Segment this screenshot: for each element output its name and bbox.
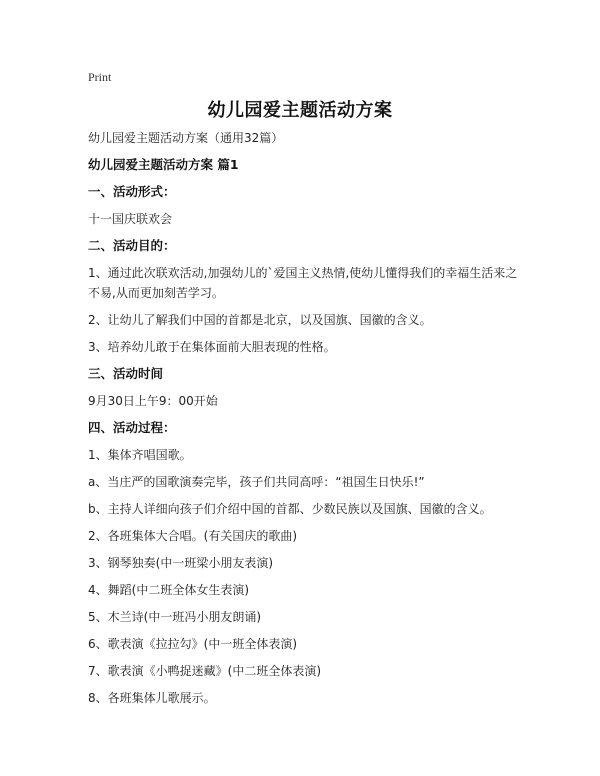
document-body <box>88 128 528 715</box>
process-item: 7、歌表演《小鸭捉迷藏》(中二班全体表演) <box>88 664 321 678</box>
process-item: a、当庄严的国歌演奏完毕，孩子们共同高呼：“祖国生日快乐!” <box>88 475 425 489</box>
goal-item-1: 1、通过此次联欢活动,加强幼儿的`爱国主义热情,使幼儿懂得我们的幸福生活来之不易,从而更加刻苦学习。 <box>88 266 518 300</box>
document-title: 幼儿园爱主题活动方案 <box>207 100 393 121</box>
paragraph-activity-time: 9月30日上午9：00开始 <box>88 394 218 408</box>
process-item: 1、集体齐唱国歌。 <box>88 448 192 462</box>
process-item: b、主持人详细向孩子们介绍中国的首都、少数民族以及国旗、国徽的含义。 <box>88 502 492 516</box>
process-item: 2、各班集体大合唱。(有关国庆的歌曲) <box>88 529 297 543</box>
document-subtitle: 幼儿园爱主题活动方案（通用32篇） <box>88 131 284 145</box>
goal-item-3: 3、培养幼儿敢于在集体面前大胆表现的性格。 <box>88 340 336 354</box>
heading-activity-form: 一、活动形式： <box>88 184 176 199</box>
heading-activity-process: 四、活动过程： <box>88 420 176 435</box>
paragraph-activity-form: 十一国庆联欢会 <box>88 212 173 226</box>
section-title: 幼儿园爱主题活动方案 篇1 <box>88 157 239 172</box>
goal-item-2: 2、让幼儿了解我们中国的首都是北京，以及国旗、国徽的含义。 <box>88 313 432 327</box>
process-item: 3、钢琴独奏(中一班梁小朋友表演) <box>88 556 273 570</box>
print-link[interactable]: Print <box>88 70 112 84</box>
process-item: 4、舞蹈(中二班全体女生表演) <box>88 583 249 597</box>
heading-activity-goals: 二、活动目的： <box>88 238 176 253</box>
heading-activity-time: 三、活动时间 <box>88 366 164 381</box>
process-item: 8、各班集体儿歌展示。 <box>88 691 216 705</box>
process-item: 6、歌表演《拉拉勾》(中一班全体表演) <box>88 637 297 651</box>
process-item: 5、木兰诗(中一班冯小朋友朗诵) <box>88 610 261 624</box>
